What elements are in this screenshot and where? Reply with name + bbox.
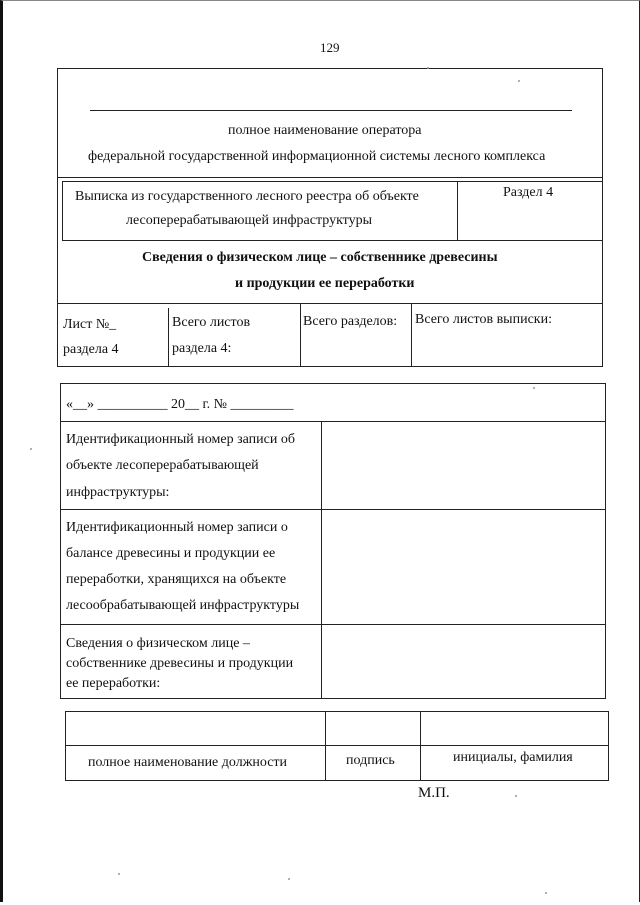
operator-caption-line1: полное наименование оператора bbox=[228, 123, 422, 138]
page-number: 129 bbox=[320, 40, 340, 55]
scan-speck bbox=[515, 795, 517, 797]
sheet-number-label: Лист №_ bbox=[63, 317, 117, 332]
position-caption: полное наименование должности bbox=[88, 755, 288, 770]
stamp-mark: М.П. bbox=[418, 785, 450, 801]
divider bbox=[57, 303, 603, 304]
divider bbox=[57, 177, 603, 178]
total-sections-label: Всего разделов: bbox=[303, 314, 398, 329]
divider bbox=[420, 711, 421, 781]
scan-speck bbox=[118, 873, 120, 875]
balance-record-id-label: Идентификационный номер записи о bbox=[66, 520, 288, 535]
scan-speck bbox=[427, 67, 429, 69]
divider bbox=[411, 303, 412, 367]
divider bbox=[60, 509, 606, 510]
owner-info-label: Сведения о физическом лице – bbox=[66, 636, 250, 651]
balance-record-id-label: балансе древесины и продукции ее bbox=[66, 546, 276, 561]
subject-title-line2: и продукции ее переработки bbox=[235, 276, 415, 291]
divider bbox=[321, 421, 322, 699]
total-sheets-label: Всего листов bbox=[172, 315, 251, 330]
divider bbox=[60, 421, 606, 422]
total-extract-sheets-label: Всего листов выписки: bbox=[415, 312, 552, 327]
scan-speck bbox=[518, 80, 520, 82]
object-record-id-label: инфраструктуры: bbox=[66, 485, 170, 500]
owner-info-label: собственнике древесины и продукции bbox=[66, 656, 294, 671]
scan-speck bbox=[288, 878, 290, 880]
signature-caption: подпись bbox=[346, 753, 395, 768]
sheet-number-label-cont: раздела 4 bbox=[63, 342, 119, 357]
scan-speck bbox=[30, 448, 32, 450]
balance-record-id-label: переработки, хранящихся на объекте bbox=[66, 572, 287, 587]
object-record-id-label: Идентификационный номер записи об bbox=[66, 432, 295, 447]
extract-title-line2: лесоперерабатывающей инфраструктуры bbox=[126, 213, 373, 228]
divider bbox=[300, 303, 301, 367]
scan-speck bbox=[545, 892, 547, 894]
divider bbox=[60, 624, 606, 625]
object-record-id-label: объекте лесоперерабатывающей bbox=[66, 458, 259, 473]
date-number-line: «__» __________ 20__ г. № _________ bbox=[66, 397, 294, 412]
owner-info-label: ее переработки: bbox=[66, 676, 161, 691]
divider bbox=[325, 711, 326, 781]
divider bbox=[65, 745, 609, 746]
extract-title-line1: Выписка из государственного лесного реестра об объекте bbox=[75, 189, 419, 204]
operator-name-underline bbox=[90, 110, 572, 111]
section-label: Раздел 4 bbox=[503, 185, 554, 200]
total-sheets-label-cont: раздела 4: bbox=[172, 341, 232, 356]
balance-record-id-value bbox=[326, 514, 602, 620]
operator-caption-line2: федеральной государственной информационной системы лесного комплекса bbox=[88, 149, 546, 164]
divider bbox=[168, 308, 169, 367]
scan-speck bbox=[533, 387, 535, 389]
object-record-id-value bbox=[326, 426, 602, 506]
owner-info-value bbox=[326, 629, 602, 695]
name-caption: инициалы, фамилия bbox=[453, 750, 573, 765]
balance-record-id-label: лесообрабатывающей инфраструктуры bbox=[66, 598, 300, 613]
subject-title-line1: Сведения о физическом лице – собственнике древесины bbox=[142, 250, 498, 265]
signature-block bbox=[65, 711, 609, 781]
